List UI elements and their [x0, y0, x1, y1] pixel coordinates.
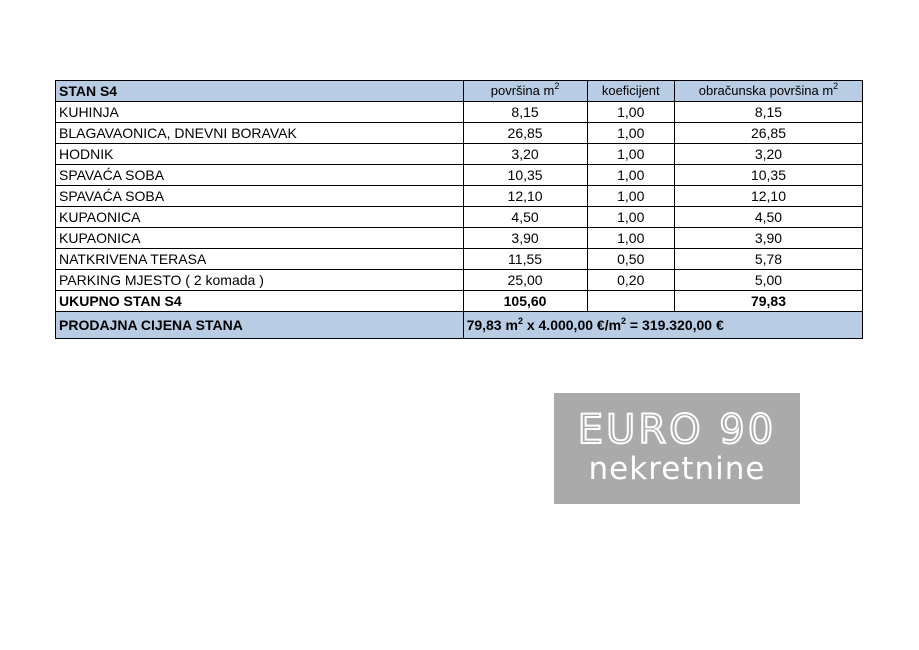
apartment-area-table	[55, 80, 863, 339]
room-area: 11,55	[463, 249, 587, 270]
room-area: 4,50	[463, 207, 587, 228]
room-coefficient: 0,50	[587, 249, 674, 270]
room-area: 12,10	[463, 186, 587, 207]
apartment-title: STAN S4	[56, 81, 464, 102]
table-row	[56, 249, 863, 270]
room-coefficient: 0,20	[587, 270, 674, 291]
room-area: 3,20	[463, 144, 587, 165]
total-coefficient	[587, 291, 674, 312]
room-name: KUHINJA	[56, 102, 464, 123]
header-calculated-area: obračunska površina $m^2$	[674, 81, 862, 102]
room-coefficient: 1,00	[587, 144, 674, 165]
room-coefficient: 1,00	[587, 123, 674, 144]
room-calculated-area: 26,85	[674, 123, 862, 144]
room-name: BLAGAVAONICA, DNEVNI BORAVAK	[56, 123, 464, 144]
room-calculated-area: 8,15	[674, 102, 862, 123]
table-row	[56, 144, 863, 165]
room-coefficient: 1,00	[587, 228, 674, 249]
room-area: 8,15	[463, 102, 587, 123]
table-row	[56, 228, 863, 249]
room-coefficient: 1,00	[587, 186, 674, 207]
room-name: SPAVAĆA SOBA	[56, 165, 464, 186]
room-coefficient: 1,00	[587, 102, 674, 123]
room-name: PARKING MJESTO ( 2 komada )	[56, 270, 464, 291]
total-row	[56, 291, 863, 312]
room-calculated-area: 10,35	[674, 165, 862, 186]
euro90-logo	[554, 393, 800, 504]
room-calculated-area: 5,78	[674, 249, 862, 270]
room-calculated-area: 4,50	[674, 207, 862, 228]
table-row	[56, 270, 863, 291]
total-calculated-area: 79,83	[674, 291, 862, 312]
room-rows	[56, 102, 863, 291]
room-area: 25,00	[463, 270, 587, 291]
total-label: UKUPNO STAN S4	[56, 291, 464, 312]
price-formula: 79,83 $m^2$ x 4.000,00 $€/m^2 = 319.320,00$ €	[463, 312, 862, 339]
room-name: KUPAONICA	[56, 207, 464, 228]
room-name: HODNIK	[56, 144, 464, 165]
price-row	[56, 312, 863, 339]
room-name: KUPAONICA	[56, 228, 464, 249]
logo-subtitle: nekretnine	[588, 451, 766, 487]
total-area: 105,60	[463, 291, 587, 312]
room-coefficient: 1,00	[587, 165, 674, 186]
room-coefficient: 1,00	[587, 207, 674, 228]
logo-title: EURO 90	[577, 407, 777, 453]
room-calculated-area: 3,90	[674, 228, 862, 249]
table-row	[56, 123, 863, 144]
table-header-row	[56, 81, 863, 102]
table-row	[56, 186, 863, 207]
price-label: PRODAJNA CIJENA STANA	[56, 312, 464, 339]
table-row	[56, 207, 863, 228]
room-calculated-area: 3,20	[674, 144, 862, 165]
room-calculated-area: 5,00	[674, 270, 862, 291]
header-area: površina $m^2$	[463, 81, 587, 102]
room-name: NATKRIVENA TERASA	[56, 249, 464, 270]
room-area: 3,90	[463, 228, 587, 249]
room-name: SPAVAĆA SOBA	[56, 186, 464, 207]
table-row	[56, 165, 863, 186]
room-area: 26,85	[463, 123, 587, 144]
room-calculated-area: 12,10	[674, 186, 862, 207]
room-area: 10,35	[463, 165, 587, 186]
table-row	[56, 102, 863, 123]
header-coefficient: koeficijent	[587, 81, 674, 102]
